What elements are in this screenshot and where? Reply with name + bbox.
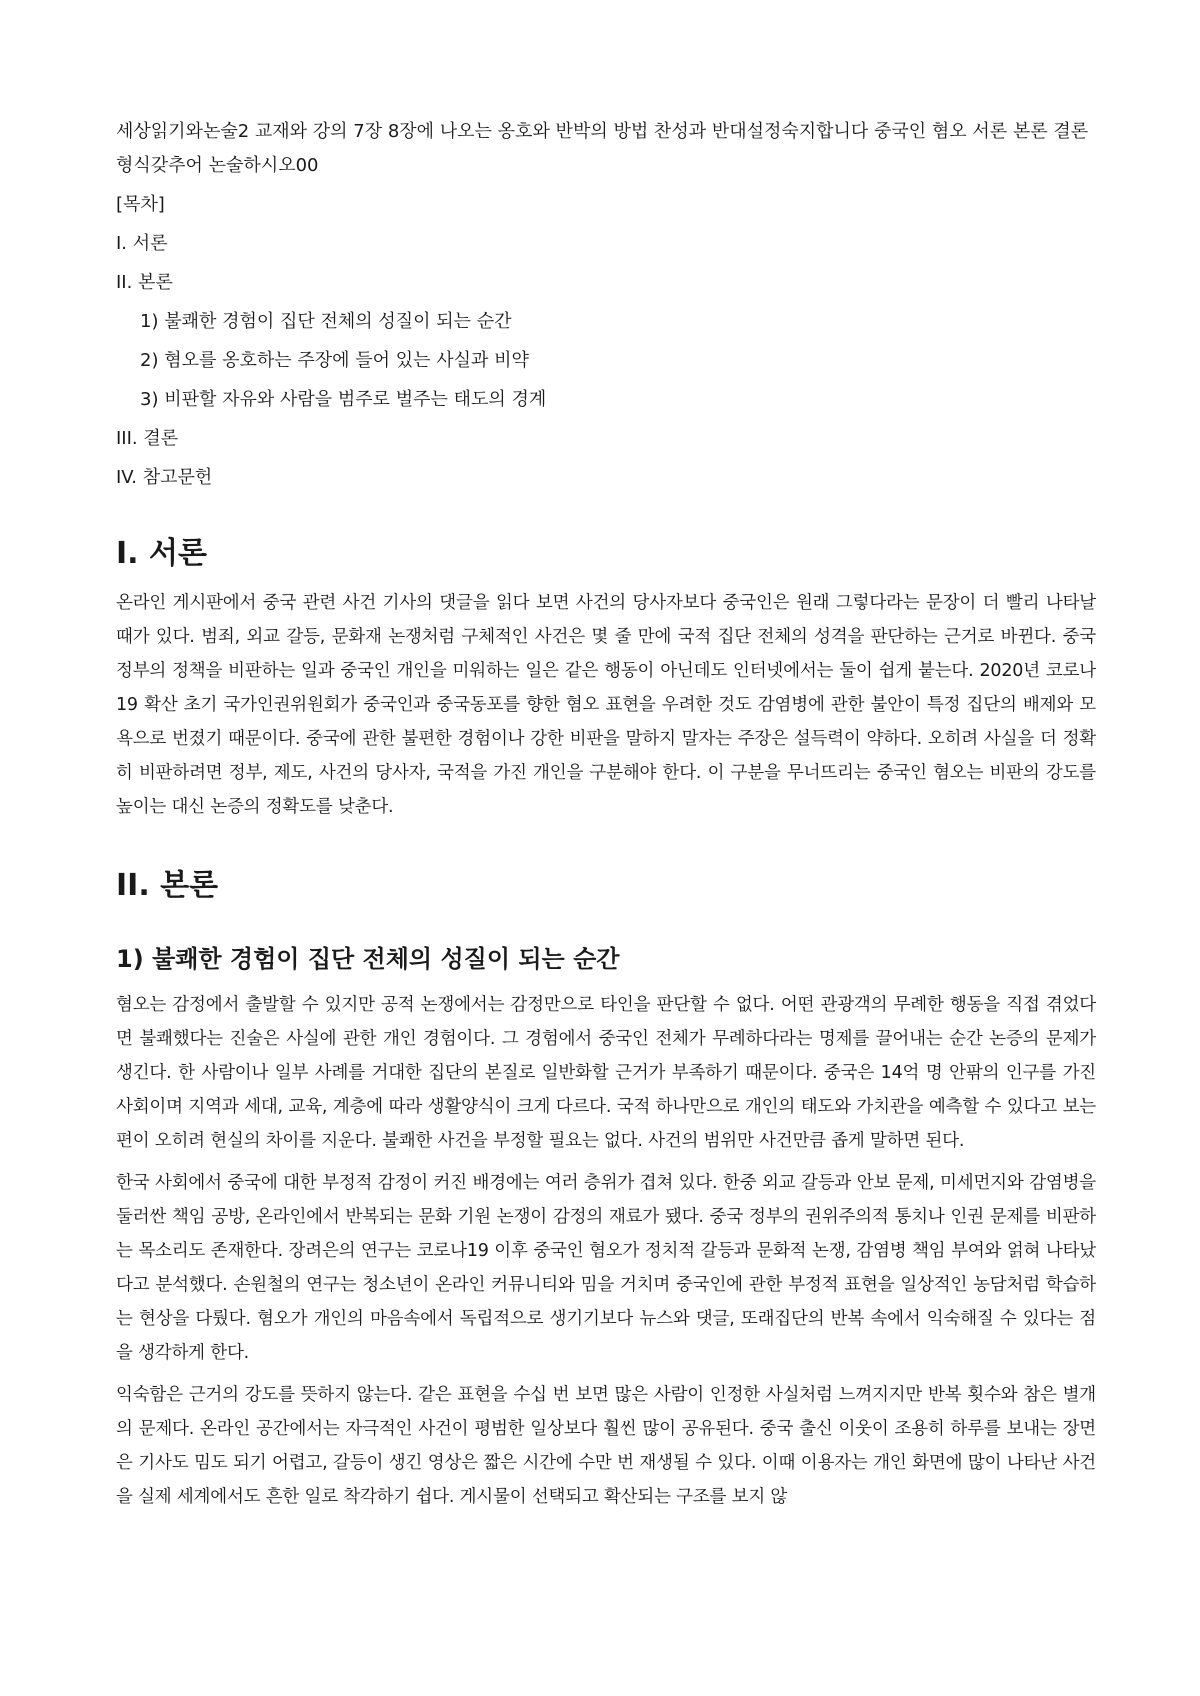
toc-item-body-2: 2) 혐오를 옹호하는 주장에 들어 있는 사실과 비약 <box>140 350 529 371</box>
section-heading-body: II. 본론 <box>116 868 219 903</box>
body-paragraph-1: 혐오는 감정에서 출발할 수 있지만 공적 논쟁에서는 감정만으로 타인을 판단할 수 없다. 어떤 관광객의 무례한 행동을 직접 겪었다면 불쾌했다는 진술은 사실에 관한 개인 경험이다. 그 경험에서 중국인 전체가 무례하다라는 명제를 끌어내는 순간 논증의 문제가 생긴다. 한 사람이나 일부 사례를 거대한 집단의 본질로 일반화할 근거가 부족하기 때문이다. 중국은 14억 명 안팎의 인구를 가진 사회이며 지역과 세대, 교육, 계층에 따라 생활양식이 크게 다르다. 국적 하나만으로 개인의 태도와 가치관을 예측할 수 있다고 보는 편이 오히려 현실의 차이를 지운다. 불쾌한 사건을 부정할 필요는 없다. 사건의 범위만 사건만큼 좁게 말하면 된다. <box>116 995 1096 1151</box>
table-of-contents <box>116 230 1096 492</box>
toc-item-body: II. 본론 <box>116 272 173 293</box>
body-paragraph-2: 한국 사회에서 중국에 대한 부정적 감정이 커진 배경에는 여러 층위가 겹쳐 있다. 한중 외교 갈등과 안보 문제, 미세먼지와 감염병을 둘러싼 책임 공방, 온라인에서 반복되는 문화 기원 논쟁이 감정의 재료가 됐다. 중국 정부의 권위주의적 통치나 인권 문제를 비판하는 목소리도 존재한다. 장려은의 연구는 코로나19 이후 중국인 혐오가 정치적 갈등과 문화적 논쟁, 감염병 책임 부여와 얽혀 나타났다고 분석했다. 손원철의 연구는 청소년이 온라인 커뮤니티와 밈을 거치며 중국인에 관한 부정적 표현을 일상적인 농담처럼 학습하는 현상을 다뤘다. 혐오가 개인의 마음속에서 독립적으로 생기기보다 뉴스와 댓글, 또래집단의 반복 속에서 익숙해질 수 있다는 점을 생각하게 한다. <box>116 1173 1096 1363</box>
toc-item-conclusion: III. 결론 <box>116 428 179 449</box>
body-paragraph-3: 익숙함은 근거의 강도를 뜻하지 않는다. 같은 표현을 수십 번 보면 많은 사람이 인정한 사실처럼 느껴지지만 반복 횟수와 참은 별개의 문제다. 온라인 공간에서는 자극적인 사건이 평범한 일상보다 훨씬 많이 공유된다. 중국 출신 이웃이 조용히 하루를 보내는 장면은 기사도 밈도 되기 어렵고, 갈등이 생긴 영상은 짧은 시간에 수만 번 재생될 수 있다. 이때 이용자는 개인 화면에 많이 나타난 사건을 실제 세계에서도 흔한 일로 착각하기 쉽다. 게시물이 선택되고 확산되는 구조를 보지 않 <box>116 1385 1096 1507</box>
subsection-heading-1: 1) 불쾌한 경험이 집단 전체의 성질이 되는 순간 <box>116 945 620 973</box>
toc-item-body-1: 1) 불쾌한 경험이 집단 전체의 성질이 되는 순간 <box>140 311 512 332</box>
toc-item-references: IV. 참고문헌 <box>116 467 213 488</box>
toc-heading: [목차] <box>116 194 165 215</box>
section-heading-intro: I. 서론 <box>116 536 207 571</box>
document-title: 세상읽기와논술2 교재와 강의 7장 8장에 나오는 옹호와 반박의 방법 찬성과 반대설정숙지합니다 중국인 혐오 서론 본론 결론형식갖추어 논술하시오00 <box>116 121 1089 176</box>
toc-item-body-3: 3) 비판할 자유와 사람을 범주로 벌주는 태도의 경계 <box>140 389 547 410</box>
toc-item-intro: I. 서론 <box>116 233 168 254</box>
intro-paragraph: 온라인 게시판에서 중국 관련 사건 기사의 댓글을 읽다 보면 사건의 당사자보다 중국인은 원래 그렇다라는 문장이 더 빨리 나타날 때가 있다. 범죄, 외교 갈등, 문화재 논쟁처럼 구체적인 사건은 몇 줄 만에 국적 집단 전체의 성격을 판단하는 근거로 바뀐다. 중국 정부의 정책을 비판하는 일과 중국인 개인을 미워하는 일은 같은 행동이 아닌데도 인터넷에서는 둘이 쉽게 붙는다. 2020년 코로나19 확산 초기 국가인권위원회가 중국인과 중국동포를 향한 혐오 표현을 우려한 것도 감염병에 관한 불안이 특정 집단의 배제와 모욕으로 번졌기 때문이다. 중국에 관한 불편한 경험이나 강한 비판을 말하지 말자는 주장은 설득력이 약하다. 오히려 사실을 더 정확히 비판하려면 정부, 제도, 사건의 당사자, 국적을 가진 개인을 구분해야 한다. 이 구분을 무너뜨리는 중국인 혐오는 비판의 강도를 높이는 대신 논증의 정확도를 낮춘다. <box>116 593 1096 817</box>
